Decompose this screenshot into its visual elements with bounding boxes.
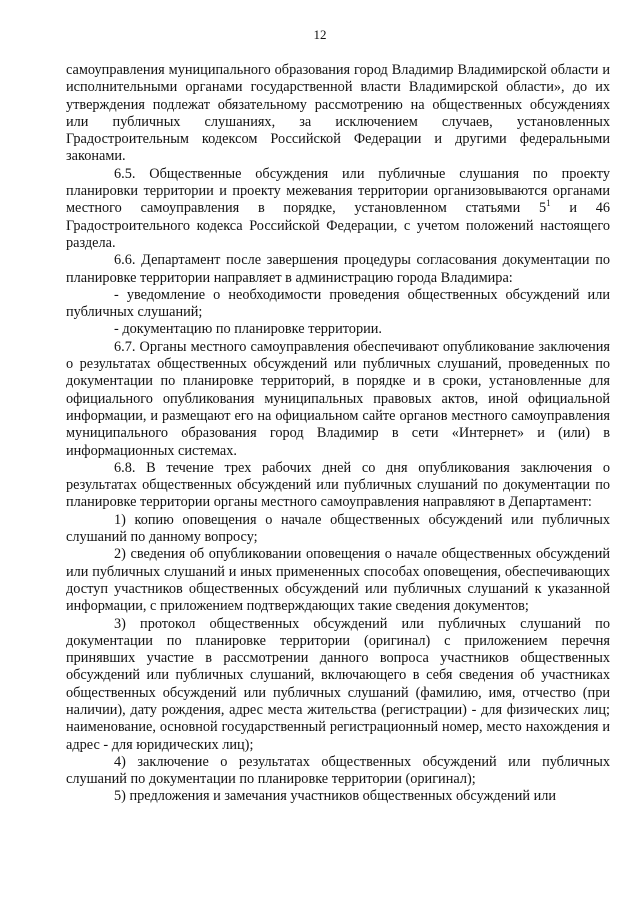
paragraph-6-5 — [66, 166, 610, 252]
article-superscript: 1 — [546, 198, 551, 209]
list-item-4: 4) заключение о результатах общественных обсуждений или публичных слушаний по документации по планировке территории (оригинал); — [66, 753, 610, 788]
paragraph-6-5-text-a: 6.5. Общественные обсуждения или публичные слушания по проекту планировки территории и проекту межевания территории организовываются органами местного самоуправления в порядке, установленном статьями 5 — [66, 165, 610, 217]
list-item-3: 3) протокол общественных обсуждений или публичных слушаний по документации по планировке территории (оригинал) с приложением перечня принявших участие в рассмотрении данного вопроса участников общественных обсуждений или публичных слушаний, включающего в себя сведения об участниках общественных обсуждений или публичных слушаний (фамилию, имя, отчество (при наличии), дату рождения, адрес места жительства (регистрации) - для физических лиц; наименование, основной государственный регистрационный номер, место нахождения и адрес - для юридических лиц); — [66, 615, 610, 753]
paragraph-6-8: 6.8. В течение трех рабочих дней со дня опубликования заключения о результатах общественных обсуждений или публичных слушаний по документации по планировке территории органы местного самоуправления направляют в Департамент: — [66, 459, 610, 511]
list-item-1: 1) копию оповещения о начале общественных обсуждений или публичных слушаний по данному вопросу; — [66, 511, 610, 546]
list-item-documentation: - документацию по планировке территории. — [114, 321, 382, 338]
paragraph-6-6: 6.6. Департамент после завершения процедуры согласования документации по планировке территории направляет в администрацию города Владимира: — [66, 252, 610, 286]
paragraph-continuation: самоуправления муниципального образования город Владимир Владимирской области и исполнительными органами государственной власти Владимирской области», до их утверждения подлежат обязательному рассмотрению на общественных обсуждениях или публичных слушаниях, за исключением случаев, установленных Градостроительным кодексом Российской Федерации и другими федеральными законами. — [66, 62, 610, 165]
list-item-5: 5) предложения и замечания участников общественных обсуждений или — [114, 788, 557, 805]
page-number: 12 — [313, 27, 327, 42]
paragraph-6-7: 6.7. Органы местного самоуправления обеспечивают опубликование заключения о результатах общественных обсуждений или публичных слушаний, проведенных по документации по планировке территорий, в порядке и в сроки, установленные для официального опубликования муниципальных правовых актов, иной официальной информации, и размещают его на официальном сайте органов местного самоуправления муниципального образования город Владимир в сети «Интернет» и (или) в информационных системах. — [66, 338, 610, 459]
list-item-2: 2) сведения об опубликовании оповещения о начале общественных обсуждений или публичных слушаний и иных примененных способах оповещения, обеспечивающих доступ участников общественных обсуждений или публичных слушаний к указанной информации, с приложением подтверждающих такие сведения документов; — [66, 546, 610, 615]
paragraph-6-5-text-b: и 46 Градостроительного кодекса Российской Федерации, с учетом положений настоящего раздела. — [66, 200, 610, 251]
list-item-notice: - уведомление о необходимости проведения общественных обсуждений или публичных слушаний; — [66, 286, 610, 321]
document-body — [66, 62, 610, 806]
